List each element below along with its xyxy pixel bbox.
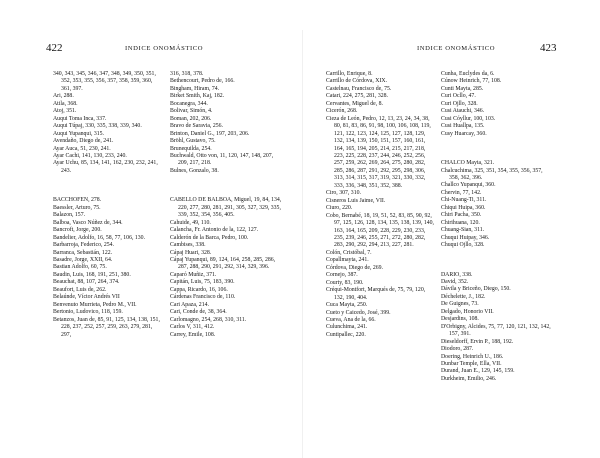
index-entry: Curi Ojllo, 328. — [441, 100, 478, 107]
index-entry: Créqui-Montfort, Marqués de, 75, 79, 120, 132, 190, 404. — [326, 287, 426, 301]
index-entry: Diodoro, 287. — [441, 346, 474, 353]
index-entry: Doering, Heinrich U., 186. — [441, 353, 504, 360]
index-entry: Durkheim, Emilio, 246. — [441, 375, 497, 382]
left-page-number: 422 — [46, 42, 63, 54]
index-entry: Birket Smith, Kaj, 182. — [170, 93, 225, 100]
index-entry: Carrey, Emile, 108. — [170, 331, 216, 338]
index-entry: Dávila y Briceño, Diego, 150. — [441, 286, 511, 293]
index-entry: Cárdenas Francisco de, 110. — [170, 294, 236, 301]
index-entry: Bancroft, Jorge, 200. — [53, 227, 102, 234]
index-entry: Carlomagno, 254, 268, 310, 311. — [170, 316, 247, 323]
index-entry: Calancha, Fr. Antonio de la, 122, 127. — [170, 227, 259, 234]
index-entry: 316, 318, 378. — [170, 71, 204, 77]
index-entry: Bröhl, Gustavo, 75. — [170, 138, 216, 145]
index-entry: Bravo de Saravia, 256. — [170, 123, 223, 130]
index-entry: Carlos V, 311, 412. — [170, 324, 215, 331]
index-entry: Cisneros Luis Jaime, VII. — [326, 197, 386, 204]
index-entry: Colón, Cristóbal, 7. — [326, 249, 372, 256]
index-entry: Beaufort, Luis de, 262. — [53, 286, 107, 293]
index-entry: Caparó Muñiz, 371. — [170, 271, 217, 278]
index-entry: Cápaj Huari, 328. — [170, 249, 212, 256]
index-entry: Chiqui Huipa, 360. — [441, 204, 486, 211]
index-entry: De Guignes, 73. — [441, 301, 479, 308]
index-entry: Chalcuchima, 325, 351, 354, 355, 356, 357, 358, 362, 396. — [441, 167, 543, 181]
index-entry: Barranca, Sebastián, 122. — [53, 249, 113, 256]
index-entry: Córdova, Diego de, 269. — [326, 264, 383, 271]
index-entry: Boman, 202, 206. — [170, 115, 212, 122]
index-entry: Calderón de la Barca, Pedro, 100. — [170, 234, 249, 241]
index-entry: Cahuide, 49, 110. — [170, 219, 211, 226]
index-entry: Chi-Nuang-Ti, 311. — [441, 197, 487, 204]
index-entry: CHALCO Mayta, 321. — [441, 160, 495, 167]
index-entry: Balboa, Vasco Núñez de, 344. — [53, 219, 123, 226]
index-entry: Culunchima, 241. — [326, 324, 368, 331]
index-entry: Chuang-Sian, 311. — [441, 227, 485, 234]
right-column-2 — [441, 71, 553, 383]
index-entry: D'Orbigny, Alcides, 75, 77, 120, 121, 132, 142, 157, 391. — [441, 323, 551, 338]
right-column-1 — [326, 71, 434, 339]
index-entry: Cusi Huallpa, 135. — [441, 123, 485, 130]
index-entry: Ciro, 307, 310. — [326, 190, 361, 197]
index-entry: Copallmayta, 241. — [326, 257, 369, 264]
index-entry: Auqui Túpaj, 330, 335, 338, 339, 340. — [53, 123, 142, 130]
index-entry: Barbarroja, Federico, 254. — [53, 242, 115, 249]
index-entry: David, 352. — [441, 278, 469, 285]
index-entry: Chiri Pacha, 350. — [441, 212, 482, 219]
index-entry: Cuca Mayta, 250. — [326, 302, 368, 309]
index-entry: DARIO, 338. — [441, 271, 473, 278]
index-entry: Cari, Conde de, 38, 364. — [170, 309, 227, 316]
index-entry: Brunequilda, 254. — [170, 145, 212, 152]
index-entry: Bertonio, Ludovico, 118, 159. — [53, 309, 123, 316]
section-gap — [170, 175, 282, 197]
index-entry: Auqui Yupanqui, 315. — [53, 130, 104, 137]
index-entry: BACCHOFEN, 278. — [53, 197, 102, 204]
index-entry: Chuqui Ojllo, 328. — [441, 242, 485, 249]
section-gap — [441, 138, 553, 160]
index-entry: Betanzos, Juan de, 85, 91, 125, 134, 138, 151, 228, 237, 252, 257, 259, 263, 279, 281, 297, — [53, 316, 160, 338]
index-entry: Cappa, Ricardo, 16, 106. — [170, 286, 228, 293]
index-entry: Cunti Mayta, 285. — [441, 85, 484, 92]
book-gutter — [302, 30, 303, 458]
index-entry: Capitán, Luis, 75, 183, 390. — [170, 279, 235, 286]
index-entry: Atoj, 351. — [53, 108, 77, 115]
index-entry: Déchelette, J., 182. — [441, 293, 486, 300]
right-running-header: INDICE ONOMÁSTICO — [417, 45, 496, 52]
index-entry: Bastian Adolfo, 60, 75. — [53, 264, 107, 271]
index-entry: Ayar Cachi, 141, 130, 233, 240. — [53, 152, 127, 159]
index-entry: Bingham, Hiram, 74. — [170, 85, 220, 92]
index-entry: Buchwald, Otto von, 11, 120, 147, 148, 207, 209, 217, 218. — [170, 152, 274, 167]
index-entry: Belaúnde, Víctor Andrés VII — [53, 294, 120, 301]
index-entry: Avendaño, Diego de, 241. — [53, 138, 114, 145]
index-entry: Baudin, Luis, 168, 191, 251, 380. — [53, 271, 131, 278]
index-entry: Bolivar, Simón, 4. — [170, 108, 213, 115]
index-entry: Delgado, Honorio VII. — [441, 308, 494, 315]
index-entry: Castelnau, Francisco de, 75. — [326, 85, 392, 92]
index-entry: Cueva, Ana de la, 66. — [326, 316, 376, 323]
index-entry: Cusy Huarcay, 360. — [441, 130, 487, 137]
right-page-number: 423 — [540, 42, 557, 54]
index-entry: Cúnow Heinrich, 77, 108. — [441, 78, 502, 85]
index-entry: Bandelier, Adolfo, 16, 58, 77, 106, 130. — [53, 234, 146, 241]
index-entry: Atila, 368. — [53, 100, 78, 107]
index-entry: Cápaj Yupanqui, 89, 124, 164, 258, 285, 286, 287, 288, 290, 291, 292, 314, 329, 396. — [170, 256, 276, 271]
index-entry: Chirihuana, 120. — [441, 219, 480, 226]
index-entry: Ayar Uchu, 85, 134, 141, 162, 230, 232, 241, 243. — [53, 160, 158, 174]
index-entry: Benvenuto Murrieta, Pedro M., VII. — [53, 301, 137, 308]
index-entry: Cicerón, 268. — [326, 108, 358, 115]
index-entry: Desjardins, 108. — [441, 316, 479, 323]
index-entry: Baessler, Arturo, 75. — [53, 204, 101, 211]
index-entry: Cueto y Caicedo, José, 399. — [326, 309, 391, 316]
index-entry: Cuntipallec, 220. — [326, 331, 366, 338]
index-entry: Cornejo, 387. — [326, 272, 358, 279]
index-entry: Cunha, Euclydes da, 6. — [441, 71, 495, 77]
index-entry: Auqui Toma Inca, 337. — [53, 115, 107, 122]
index-entry: Ari, 288. — [53, 93, 74, 100]
index-entry: Carrillo, Enrique, 8. — [326, 71, 373, 77]
section-gap — [53, 175, 163, 197]
index-entry: Cobo, Bernabé, 18, 19, 51, 52, 83, 85, 90, 92, 97, 125, 126, 128, 134, 135, 138, 139, 140, 163, 164, 165, 209, 228, 229, 230, 233, 235, 239, 246, 255, 271, 272, 280, 282, 283, 290, 292, 294, 213, 227, 281. — [326, 212, 434, 249]
index-entry: Ayar Auca, 51, 230, 241. — [53, 145, 111, 152]
index-entry: Challco Yupanqui, 360. — [441, 182, 496, 189]
index-entry: 340, 343, 345, 346, 347, 348, 349, 350, 351, 352, 353, 355, 356, 357, 358, 359, 360, 361, 397. — [53, 71, 156, 92]
index-entry: Dieseldorff, Ervin P., 188, 192. — [441, 338, 514, 345]
left-column-1 — [53, 71, 163, 339]
index-entry: Cervantes, Miguel de, 8. — [326, 100, 383, 107]
index-entry: Cieza de León, Pedro, 12, 13, 23, 24, 34, 38, 80, 81, 83, 86, 91, 98, 100, 106, 108, 119, 121, 122, 123, 124, 125, 127, 128, 129, 132, 134, 139, 150, 151, 157, 160, 161, 164, 165, 194, 205, 214, 215, 217, 218, 223, 225, 228, 237, 244, 246, 252, 256, 257, 259, 262, 269, 264, 275, 280, 282, 285, 286, 287, 291, 292, 295, 298, 306, 313, 314, 315, 317, 319, 321, 330, 332, 333, 336, 348, 351, 352, 388. — [326, 115, 431, 189]
index-entry: CABELLO DE BALBOA, Miguel, 19, 84, 134, 220, 277, 280, 281, 291, 305, 327, 329, 335, 339, 352, 354, 356, 405. — [170, 197, 282, 219]
index-entry: Cusi Atauchi, 346. — [441, 108, 485, 115]
index-entry: Chuqui Huipay, 346. — [441, 234, 490, 241]
index-entry: Durand, Juan E., 129, 145, 159. — [441, 368, 515, 375]
index-entry: Cari Apaza, 214. — [170, 301, 209, 308]
index-entry: Cusi Cóyllur, 100, 103. — [441, 115, 496, 122]
index-entry: Chervin, 77, 142. — [441, 189, 482, 196]
index-entry: Bocanegra, 344. — [170, 100, 208, 107]
index-entry: Bulnes, Gonzalo, 38. — [170, 167, 219, 174]
index-entry: Bethencourt, Pedro de, 166. — [170, 78, 235, 85]
index-entry: Carrillo de Córdova, XIX. — [326, 78, 388, 85]
index-entry: Brinton, Daniel G., 197, 203, 206. — [170, 130, 250, 137]
index-entry: Courty, 83, 190. — [326, 279, 364, 286]
index-entry: Basadre, Jorge, XXII, 64. — [53, 256, 113, 263]
index-entry: Curi Ocllo, 47. — [441, 93, 476, 100]
index-entry: Balazon, 157. — [53, 212, 86, 219]
index-entry: Dunbar Temple, Ella, VII. — [441, 360, 502, 367]
section-gap — [441, 250, 553, 272]
index-entry: Ciuro, 220. — [326, 205, 353, 212]
index-entry: Beauchat, 88, 107, 264, 374. — [53, 279, 120, 286]
left-running-header: INDICE ONOMÁSTICO — [125, 45, 204, 52]
index-entry: Catari, 224, 275, 281, 328. — [326, 93, 388, 100]
left-column-2 — [170, 71, 282, 339]
index-entry: Cambises, 338. — [170, 242, 206, 249]
